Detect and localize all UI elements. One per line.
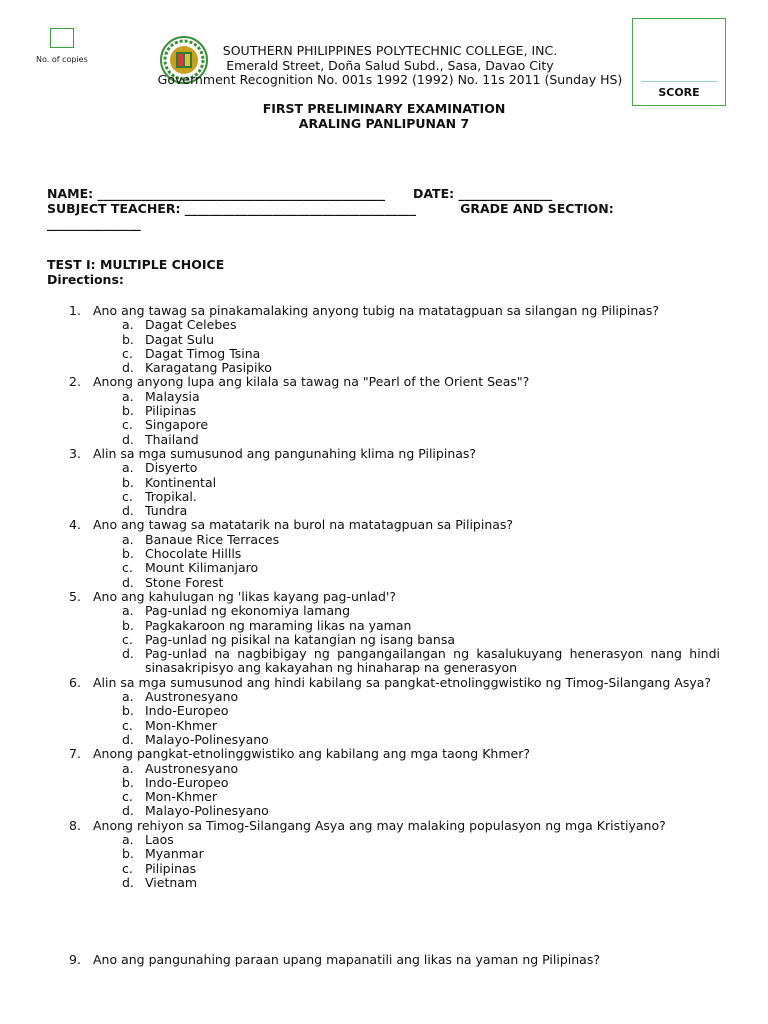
question-text: Ano ang pangunahing paraan upang mapanatili ang likas na yaman ng Pilipinas? — [93, 952, 600, 967]
option-letter: d. — [122, 503, 134, 519]
options-list — [47, 533, 720, 590]
answer-option[interactable] — [47, 361, 720, 375]
question-text: Anong anyong lupa ang kilala sa tawag na "Pearl of the Orient Seas"? — [93, 374, 530, 390]
option-text: Pilipinas — [145, 860, 197, 876]
options-list — [47, 318, 720, 375]
option-letter: b. — [122, 617, 134, 633]
grade-section-label: GRADE AND SECTION: — [460, 201, 614, 216]
question-stem — [47, 304, 720, 318]
question-number: 6. — [69, 674, 81, 690]
question-stem — [47, 518, 720, 532]
option-text: Stone Forest — [145, 574, 224, 590]
question-number: 5. — [69, 588, 81, 604]
answer-option[interactable] — [47, 461, 720, 475]
option-letter: b. — [122, 846, 134, 862]
answer-option[interactable] — [47, 704, 720, 718]
teacher-grade-row — [47, 201, 727, 216]
answer-option[interactable] — [47, 333, 720, 347]
question-item — [47, 819, 720, 890]
options-list — [47, 390, 720, 447]
option-letter: c. — [122, 789, 133, 805]
option-text: Singapore — [145, 417, 209, 433]
option-text: Mon-Khmer — [145, 717, 217, 733]
option-letter: b. — [122, 331, 134, 347]
answer-option[interactable] — [47, 576, 720, 590]
question-number: 8. — [69, 817, 81, 833]
answer-option[interactable] — [47, 476, 720, 490]
options-list — [47, 762, 720, 819]
answer-option[interactable] — [47, 619, 720, 633]
answer-option[interactable] — [47, 533, 720, 547]
copies-box — [50, 28, 74, 48]
option-text: Dagat Celebes — [145, 317, 237, 333]
grade-blank-row — [47, 216, 727, 231]
copies-label: No. of copies — [36, 55, 88, 64]
option-text: Indo-Europeo — [145, 774, 229, 790]
option-letter: a. — [122, 603, 134, 619]
score-box — [632, 18, 726, 106]
option-letter: a. — [122, 388, 134, 404]
answer-option[interactable] — [47, 418, 720, 432]
test-title: TEST I: MULTIPLE CHOICE — [47, 257, 225, 272]
question-text: Anong pangkat-etnolinggwistiko ang kabilang ang mga taong Khmer? — [93, 746, 530, 762]
question-number: 9. — [69, 952, 81, 967]
options-list — [47, 604, 720, 675]
answer-option[interactable] — [47, 862, 720, 876]
exam-name: FIRST PRELIMINARY EXAMINATION — [262, 101, 506, 116]
question-text: Ano ang kahulugan ng 'likas kayang pag-unlad'? — [93, 588, 396, 604]
option-text: Mount Kilimanjaro — [145, 560, 259, 576]
option-text: Thailand — [145, 431, 199, 447]
question-number: 3. — [69, 445, 81, 461]
question-item — [47, 747, 720, 818]
answer-option[interactable] — [47, 561, 720, 575]
answer-option[interactable] — [47, 318, 720, 332]
option-text: Pilipinas — [145, 403, 197, 419]
question-text: Anong rehiyon sa Timog-Silangang Asya ang may malaking populasyon ng mga Kristiyano? — [93, 817, 666, 833]
option-letter: d. — [122, 574, 134, 590]
option-text: Kontinental — [145, 474, 217, 490]
answer-option[interactable] — [47, 404, 720, 418]
option-text: Myanmar — [145, 846, 204, 862]
option-letter: b. — [122, 774, 134, 790]
option-text: Laos — [145, 831, 174, 847]
answer-option[interactable] — [47, 804, 720, 818]
score-line — [641, 81, 717, 82]
option-text: Tropikal. — [145, 488, 197, 504]
question-text: Alin sa mga sumusunod ang hindi kabilang sa pangkat-etnolinggwistiko ng Timog-Silangang Asya? — [93, 674, 712, 690]
option-letter: a. — [122, 760, 134, 776]
option-letter: c. — [122, 488, 133, 504]
option-text: Karagatang Pasipiko — [145, 360, 272, 376]
option-text: Tundra — [145, 503, 188, 519]
option-letter: c. — [122, 560, 133, 576]
question-number: 7. — [69, 746, 81, 762]
school-address: Emerald Street, Doña Salud Subd., Sasa, Davao City — [226, 57, 554, 73]
question-item — [47, 447, 720, 518]
options-list — [47, 833, 720, 890]
question-stem — [47, 747, 720, 761]
subject-teacher-field[interactable]: SUBJECT TEACHER: _____________________________________ — [47, 201, 417, 216]
date-field[interactable]: DATE: _______________ — [412, 186, 553, 201]
option-text: Mon-Khmer — [145, 789, 217, 805]
option-letter: a. — [122, 531, 134, 547]
name-date-row — [47, 186, 727, 201]
answer-option[interactable] — [47, 390, 720, 404]
answer-option[interactable] — [47, 647, 720, 676]
school-header — [140, 44, 640, 88]
option-letter: d. — [122, 803, 134, 819]
option-text: Chocolate Hillls — [145, 546, 242, 562]
option-letter: c. — [122, 417, 133, 433]
option-letter: c. — [122, 860, 133, 876]
answer-option[interactable] — [47, 833, 720, 847]
option-text: Malaysia — [145, 388, 200, 404]
question-number: 4. — [69, 517, 81, 533]
question-number: 1. — [69, 303, 81, 318]
question-stem — [47, 447, 720, 461]
question-stem — [47, 676, 720, 690]
option-text: Pag-unlad na nagbibigay ng pangangailangan ng kasalukuyang henerasyon nang hindi sinasakripisyo ang kakayahan ng hinaharap na generasyon — [145, 646, 720, 676]
exam-title — [0, 102, 768, 131]
question-stem — [47, 953, 720, 967]
answer-option[interactable] — [47, 762, 720, 776]
option-text: Pag-unlad ng ekonomiya lamang — [145, 603, 351, 619]
option-text: Austronesyano — [145, 760, 239, 776]
option-text: Dagat Timog Tsina — [145, 345, 261, 361]
option-letter: d. — [122, 646, 134, 662]
answer-option[interactable] — [47, 719, 720, 733]
option-text: Banaue Rice Terraces — [145, 531, 280, 547]
answer-option[interactable] — [47, 790, 720, 804]
answer-option[interactable] — [47, 847, 720, 861]
question-item — [47, 590, 720, 676]
grade-section-field[interactable]: _______________ — [47, 216, 141, 231]
question-item — [47, 518, 720, 589]
answer-option[interactable] — [47, 690, 720, 704]
option-letter: c. — [122, 717, 133, 733]
question-text: Ano ang tawag sa matatarik na burol na matatagpuan sa Pilipinas? — [93, 517, 514, 533]
option-letter: a. — [122, 317, 134, 333]
option-letter: b. — [122, 403, 134, 419]
directions-label: Directions: — [47, 271, 124, 287]
option-text: Indo-Europeo — [145, 703, 229, 719]
options-list — [47, 461, 720, 518]
answer-option[interactable] — [47, 504, 720, 518]
option-text: Disyerto — [145, 460, 198, 476]
option-letter: a. — [122, 460, 134, 476]
option-letter: c. — [122, 345, 133, 361]
answer-option[interactable] — [47, 876, 720, 890]
option-letter: b. — [122, 703, 134, 719]
option-letter: b. — [122, 474, 134, 490]
options-list — [47, 690, 720, 747]
question-stem — [47, 590, 720, 604]
option-letter: d. — [122, 874, 134, 890]
score-label: SCORE — [658, 86, 700, 99]
question-item — [47, 304, 720, 375]
question-text: Alin sa mga sumusunod ang pangunahing klima ng Pilipinas? — [93, 445, 477, 461]
student-fields — [47, 186, 727, 231]
answer-option[interactable] — [47, 547, 720, 561]
questions-list — [47, 304, 720, 890]
option-text: Austronesyano — [145, 689, 239, 705]
option-text: Malayo-Polinesyano — [145, 731, 269, 747]
question-number: 2. — [69, 374, 81, 390]
answer-option[interactable] — [47, 490, 720, 504]
option-letter: d. — [122, 431, 134, 447]
question-text: Ano ang tawag sa pinakamalaking anyong tubig na matatagpuan sa silangan ng Pilipinas? — [93, 303, 660, 318]
test-section-header — [47, 258, 224, 287]
option-text: Pagkakaroon ng maraming likas na yaman — [145, 617, 412, 633]
option-text: Malayo-Polinesyano — [145, 803, 269, 819]
answer-option[interactable] — [47, 604, 720, 618]
answer-option[interactable] — [47, 347, 720, 361]
option-letter: c. — [122, 631, 133, 647]
answer-option[interactable] — [47, 633, 720, 647]
option-letter: a. — [122, 831, 134, 847]
answer-option[interactable] — [47, 733, 720, 747]
option-text: Vietnam — [145, 874, 198, 890]
question-stem — [47, 819, 720, 833]
option-letter: d. — [122, 360, 134, 376]
option-text: Dagat Sulu — [145, 331, 215, 347]
option-text: Pag-unlad ng pisikal na katangian ng isang bansa — [145, 631, 455, 647]
answer-option[interactable] — [47, 776, 720, 790]
option-letter: a. — [122, 689, 134, 705]
school-name: SOUTHERN PHILIPPINES POLYTECHNIC COLLEGE, INC. — [222, 43, 558, 58]
question-item — [47, 375, 720, 446]
option-letter: d. — [122, 731, 134, 747]
option-letter: b. — [122, 546, 134, 562]
answer-option[interactable] — [47, 433, 720, 447]
question-item — [47, 676, 720, 747]
question-stem — [47, 375, 720, 389]
question-9 — [47, 953, 720, 967]
school-recognition: Government Recognition No. 001s 1992 (1992) No. 11s 2011 (Sunday HS) — [157, 72, 623, 87]
exam-subject: ARALING PANLIPUNAN 7 — [298, 115, 470, 131]
name-field[interactable]: NAME: ______________________________________________ — [47, 186, 385, 201]
